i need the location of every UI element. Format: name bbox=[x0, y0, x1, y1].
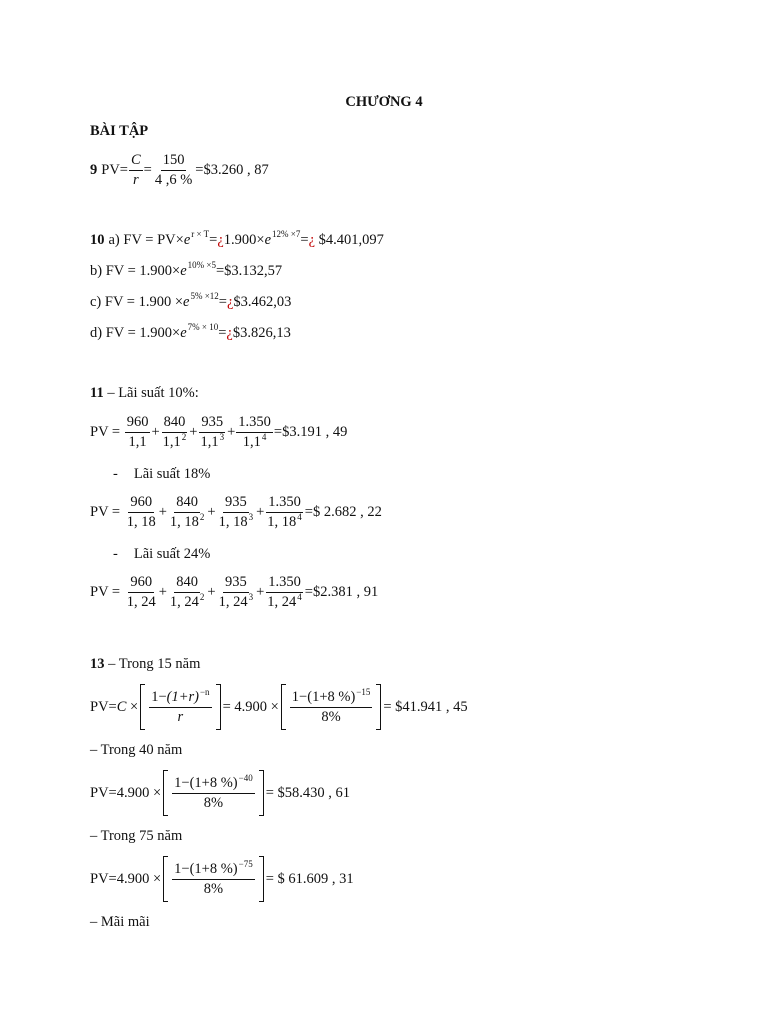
base: 1, 24 bbox=[267, 593, 297, 610]
fraction bbox=[265, 574, 304, 610]
plus-sign: + bbox=[207, 583, 216, 600]
denominator: 8% bbox=[321, 708, 341, 725]
fraction bbox=[287, 686, 376, 725]
denominator bbox=[265, 513, 304, 531]
numerator bbox=[149, 686, 211, 708]
denominator bbox=[217, 513, 256, 531]
exercise-number: 10 bbox=[90, 231, 105, 248]
exercise-title: – Lãi suất 10%: bbox=[103, 384, 199, 401]
bracket-group bbox=[163, 856, 264, 902]
subtitle-40-years bbox=[90, 739, 182, 761]
formula-text: (1+8 %) bbox=[189, 774, 238, 791]
list-dash: - bbox=[113, 545, 118, 562]
denominator: 1, 24 bbox=[126, 593, 156, 610]
variable: C bbox=[116, 698, 127, 715]
numerator: 1.350 bbox=[266, 574, 303, 593]
exercise-11-formula-18 bbox=[90, 490, 382, 534]
formula-text: c) FV = 1.900 × bbox=[90, 293, 184, 310]
numerator: 935 bbox=[223, 574, 249, 593]
formula-text: PV=4.900 × bbox=[90, 870, 162, 887]
formula-text: 1− bbox=[174, 860, 190, 877]
exercise-10c-line bbox=[90, 291, 291, 313]
plus-sign: + bbox=[151, 423, 160, 440]
fraction bbox=[168, 494, 207, 530]
denominator: r bbox=[132, 171, 139, 188]
plus-sign: + bbox=[227, 423, 236, 440]
base: 1, 18 bbox=[218, 513, 248, 530]
denominator: 1, 18 bbox=[126, 513, 156, 530]
numerator: 840 bbox=[162, 414, 188, 433]
exercise-10b-line bbox=[90, 260, 282, 282]
exp-base: e bbox=[264, 231, 272, 248]
exponent: 4 bbox=[297, 511, 302, 522]
bracket-group bbox=[281, 684, 382, 730]
broken-char-mark: ¿ bbox=[226, 293, 234, 310]
base: 1,1 bbox=[200, 433, 219, 450]
fraction bbox=[168, 574, 207, 610]
right-bracket bbox=[216, 684, 221, 730]
rate-label: Lãi suất 18% bbox=[133, 465, 211, 482]
equals-sign: = bbox=[143, 161, 152, 178]
exponent: 2 bbox=[199, 591, 205, 602]
fraction bbox=[129, 152, 143, 188]
broken-char-mark: ¿ bbox=[226, 324, 233, 341]
numerator: 1.350 bbox=[236, 414, 273, 433]
fraction bbox=[169, 858, 258, 897]
fraction bbox=[125, 574, 158, 610]
fraction bbox=[153, 152, 194, 188]
result-text: =$2.381 , 91 bbox=[304, 583, 379, 600]
result-text: = $ 61.609 , 31 bbox=[265, 870, 354, 887]
numerator: C bbox=[129, 152, 143, 171]
numerator: 960 bbox=[125, 414, 151, 433]
exponent: 10% ×5 bbox=[187, 260, 216, 270]
exercise-13-formula-15 bbox=[90, 683, 468, 731]
rate-label: Lãi suất 24% bbox=[133, 545, 211, 562]
formula-text: PV= bbox=[90, 698, 117, 715]
exercise-11-title bbox=[90, 382, 199, 404]
result-text: =$3.191 , 49 bbox=[273, 423, 348, 440]
numerator bbox=[172, 858, 255, 880]
base: 1, 18 bbox=[169, 513, 199, 530]
plus-sign: + bbox=[189, 423, 198, 440]
chapter-title: CHƯƠNG 4 bbox=[345, 94, 423, 110]
denominator: 8% bbox=[203, 794, 224, 811]
equals-sign: = bbox=[218, 324, 227, 341]
right-bracket bbox=[259, 770, 264, 816]
exercise-13-formula-40 bbox=[90, 769, 350, 817]
result-text: $3.826,13 bbox=[232, 324, 291, 341]
broken-char-mark: ¿ bbox=[308, 231, 315, 248]
exponent: −n bbox=[199, 686, 210, 697]
exercise-10a-line bbox=[90, 229, 384, 251]
subtitle-75-years bbox=[90, 825, 182, 847]
formula-text: (1+8 %) bbox=[307, 688, 356, 705]
result-text: $4.401,097 bbox=[315, 231, 384, 248]
numerator bbox=[290, 686, 373, 708]
denominator bbox=[168, 513, 207, 531]
exponent: 4 bbox=[297, 591, 302, 602]
bracket-group bbox=[163, 770, 264, 816]
rate-18-label bbox=[113, 463, 210, 485]
formula-text: PV = bbox=[90, 503, 124, 520]
denominator bbox=[241, 433, 269, 451]
denominator: r bbox=[177, 708, 184, 725]
list-dash: - bbox=[113, 465, 118, 482]
exercise-title: – Trong 15 năm bbox=[104, 655, 201, 672]
exponent: r × T bbox=[191, 229, 210, 239]
result-text: =$3.260 , 87 bbox=[195, 161, 269, 178]
exercise-number: 13 bbox=[90, 655, 105, 672]
formula-text: PV= bbox=[101, 161, 128, 178]
exponent: 3 bbox=[219, 431, 225, 442]
fraction bbox=[198, 414, 226, 450]
exp-base: e bbox=[183, 293, 190, 310]
denominator: 8% bbox=[203, 880, 224, 897]
exercise-10d-line bbox=[90, 322, 291, 344]
left-bracket bbox=[163, 856, 168, 902]
exp-base: e bbox=[183, 231, 191, 248]
formula-text: PV=4.900 × bbox=[90, 784, 162, 801]
plus-sign: + bbox=[207, 503, 216, 520]
subtitle: – Trong 75 năm bbox=[90, 827, 183, 844]
left-bracket bbox=[281, 684, 286, 730]
left-bracket bbox=[163, 770, 168, 816]
fraction bbox=[217, 494, 256, 530]
numerator: 960 bbox=[128, 574, 154, 593]
exponent: 12% ×7 bbox=[272, 229, 301, 239]
denominator bbox=[217, 593, 256, 611]
exercise-9-line bbox=[90, 150, 269, 190]
exponent: −75 bbox=[238, 858, 253, 869]
formula-text: PV = bbox=[90, 423, 124, 440]
exponent: 2 bbox=[199, 511, 205, 522]
formula-text: d) FV = 1.900× bbox=[90, 324, 181, 341]
rate-24-label bbox=[113, 543, 210, 565]
plus-sign: + bbox=[256, 583, 265, 600]
equals-sign: = bbox=[300, 231, 309, 248]
fraction bbox=[125, 494, 158, 530]
denominator bbox=[198, 433, 226, 451]
equals-sign: = bbox=[209, 231, 218, 248]
formula-text: 1− bbox=[291, 688, 308, 705]
left-bracket bbox=[140, 684, 145, 730]
exponent: −40 bbox=[238, 772, 253, 783]
exponent: −15 bbox=[356, 686, 371, 697]
formula-text: (1+8 %) bbox=[189, 860, 238, 877]
subtitle: – Mãi mãi bbox=[90, 913, 150, 930]
result-text: =$3.132,57 bbox=[215, 262, 283, 279]
fraction bbox=[161, 414, 189, 450]
base: 1, 18 bbox=[267, 513, 297, 530]
subtitle-perpetuity bbox=[90, 911, 150, 933]
times-sign: × bbox=[126, 698, 139, 715]
numerator: 935 bbox=[199, 414, 225, 433]
exercise-11-formula-24 bbox=[90, 570, 378, 614]
exponent: 3 bbox=[248, 511, 254, 522]
exp-base: e bbox=[180, 262, 187, 279]
exercise-11-formula-10 bbox=[90, 410, 347, 454]
base: 1, 24 bbox=[218, 593, 248, 610]
numerator: 960 bbox=[128, 494, 154, 513]
fraction bbox=[146, 686, 214, 725]
section-title: BÀI TẬP bbox=[90, 123, 149, 139]
formula-text: PV = bbox=[90, 583, 124, 600]
formula-text: b) FV = 1.900× bbox=[90, 262, 181, 279]
exercise-13-title bbox=[90, 653, 200, 675]
result-text: = $58.430 , 61 bbox=[265, 784, 351, 801]
fraction bbox=[169, 772, 258, 811]
fraction bbox=[265, 494, 304, 530]
denominator: 1,1 bbox=[128, 433, 147, 450]
numerator bbox=[172, 772, 255, 794]
base: 1,1 bbox=[162, 433, 181, 450]
plus-sign: + bbox=[256, 503, 265, 520]
denominator bbox=[168, 593, 207, 611]
result-text: $3.462,03 bbox=[233, 293, 292, 310]
numerator: 840 bbox=[174, 574, 200, 593]
subtitle: – Trong 40 năm bbox=[90, 741, 183, 758]
right-bracket bbox=[376, 684, 381, 730]
exercise-number: 9 bbox=[90, 161, 98, 178]
exponent: 2 bbox=[181, 431, 187, 442]
formula-text: 1− bbox=[174, 774, 190, 791]
fraction bbox=[125, 414, 151, 450]
formula-text: 1.900× bbox=[223, 231, 265, 248]
base: 1, 24 bbox=[169, 593, 199, 610]
numerator: 935 bbox=[223, 494, 249, 513]
exponent: 3 bbox=[248, 591, 254, 602]
denominator bbox=[161, 433, 189, 451]
fraction bbox=[217, 574, 256, 610]
exercise-13-formula-75 bbox=[90, 855, 354, 903]
numerator: 150 bbox=[161, 152, 187, 171]
formula-text: 1− bbox=[151, 688, 167, 705]
numerator: 840 bbox=[174, 494, 200, 513]
formula-text: (1+r) bbox=[166, 688, 199, 705]
exercise-number: 11 bbox=[90, 384, 104, 401]
exp-base: e bbox=[180, 324, 187, 341]
numerator: 1.350 bbox=[266, 494, 303, 513]
equals-sign: = bbox=[218, 293, 227, 310]
exponent: 4 bbox=[261, 431, 267, 442]
formula-text: a) FV = PV× bbox=[108, 231, 184, 248]
result-text: = $41.941 , 45 bbox=[383, 698, 468, 715]
bracket-group bbox=[140, 684, 220, 730]
result-text: =$ 2.682 , 22 bbox=[304, 503, 382, 520]
exponent: 5% ×12 bbox=[190, 291, 219, 301]
denominator bbox=[265, 593, 304, 611]
plus-sign: + bbox=[158, 583, 167, 600]
right-bracket bbox=[259, 856, 264, 902]
fraction bbox=[236, 414, 273, 450]
base: 1,1 bbox=[242, 433, 261, 450]
broken-char-mark: ¿ bbox=[217, 231, 224, 248]
denominator: 4 ,6 % bbox=[154, 171, 193, 188]
formula-text: = 4.900 × bbox=[222, 698, 279, 715]
exponent: 7% × 10 bbox=[187, 322, 219, 332]
plus-sign: + bbox=[158, 503, 167, 520]
